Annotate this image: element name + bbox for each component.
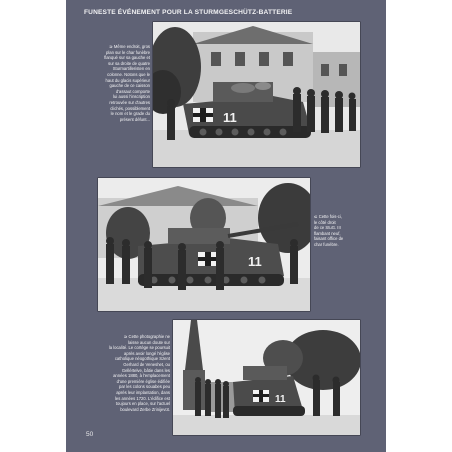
- tank-number-3: 11: [275, 394, 286, 405]
- caption-photo-2: ⊂ Cette fois-ci, le côté droit de ce StuG. III flambant neuf, faisant office de char funèbre.: [314, 214, 344, 247]
- caption-2-marker: ⊂: [314, 214, 318, 219]
- photo-procession-church: [173, 320, 360, 435]
- photo-1-image: [153, 22, 360, 167]
- caption-3-marker: ⊃: [123, 334, 128, 339]
- photo-2-image: [98, 178, 310, 311]
- page-number: 50: [86, 431, 94, 438]
- caption-1-marker: ⊃: [109, 44, 113, 49]
- tank-number-1: 11: [223, 110, 237, 125]
- caption-photo-3: ⊃ Cette photographie ne laisse aucun doute sur la localité. Le cortège se poursuit après avoir longé l'église catholique néogothique Szent Gerhard de Veneshet, ou Gellértelve, bâtie dans les années 1880, à l'emplacement d'une première église édifiée par les colons souabes peu après leur implantation, dans les années 1720. L'édifice est toujours en place, sur l'actuel boulevard Zerbe Zrinijevüt.: [108, 334, 170, 412]
- caption-photo-1: ⊃ Même endroit, gros plan sur le char funèbre flanqué sur sa gauche et sur sa droite de quatre Sturmartilleristen en colonne. Notons que le haut du glacis supérieur gauche de ce caisson d'assaut comporte lui aussi l'inscription retrouvée sur d'autres clichés, possiblement le nom et le grade du présent défunt...: [104, 44, 150, 122]
- page-title: FUNESTE ÉVÉNEMENT POUR LA STURMGESCHÜTZ-BATTERIE: [84, 9, 293, 16]
- photo-funeral-tank-side: [98, 178, 310, 311]
- tank-number-2: 11: [248, 254, 262, 269]
- photo-funeral-tank-front: [153, 22, 360, 167]
- book-page: [66, 0, 386, 452]
- photo-3-image: [173, 320, 360, 435]
